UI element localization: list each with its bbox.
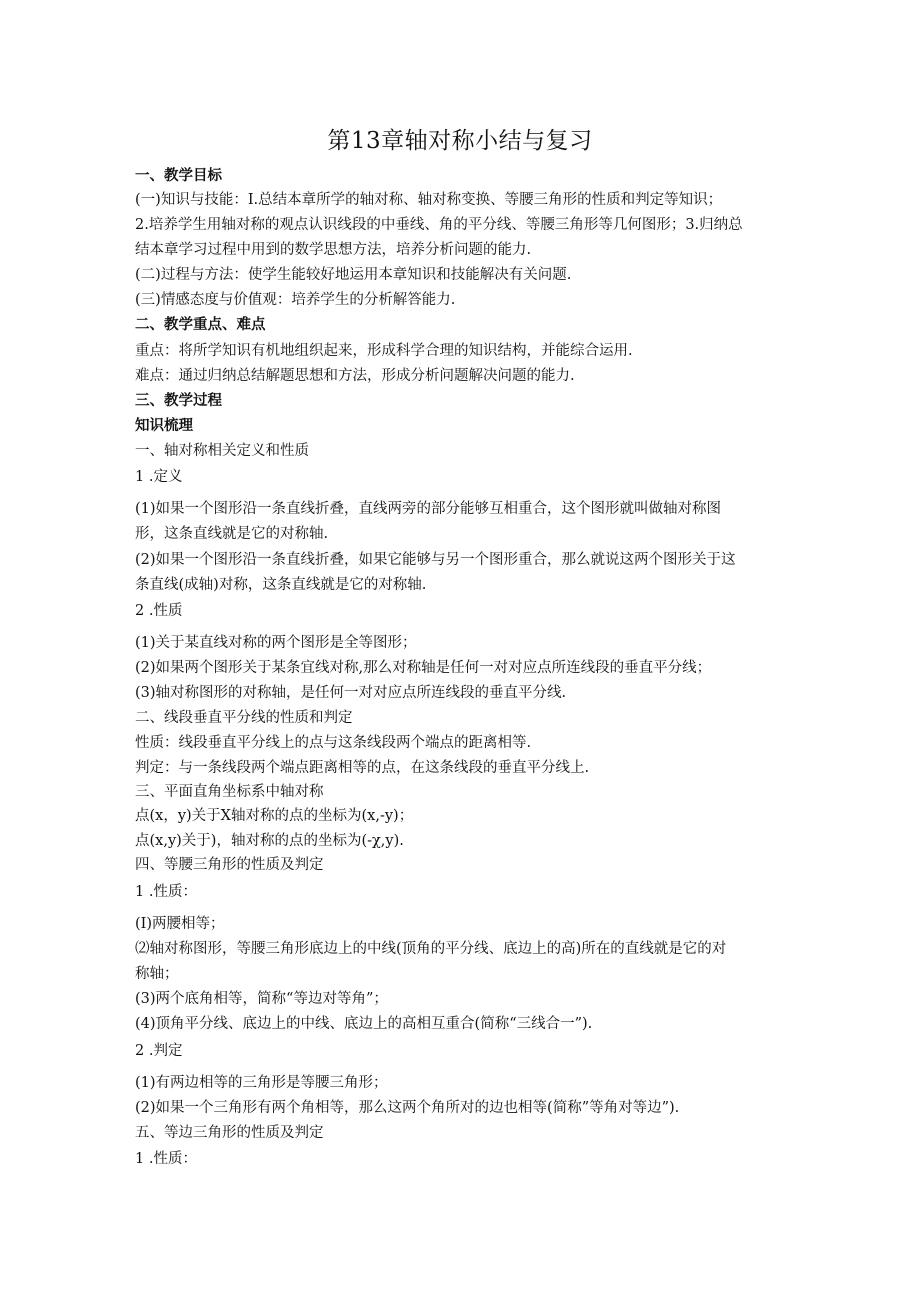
text-line: (二)过程与方法：使学生能较好地运用本章知识和技能解决有关问题.	[135, 267, 572, 283]
text-line: (3)两个底角相等，简称“等边对等角”；	[135, 991, 388, 1007]
section-heading: 一、教学目标	[135, 168, 222, 184]
text-line: 形，这条直线就是它的对称轴.	[135, 526, 329, 542]
text-line: 1 .性质：	[135, 884, 197, 900]
text-line: (三)情感态度与价值观：培养学生的分析解答能力.	[135, 292, 456, 308]
text-line: (1)有两边相等的三角形是等腰三角形；	[135, 1075, 388, 1091]
text-line: ⑵轴对称图形，等腰三角形底边上的中线(顶角的平分线、底边上的高)所在的直线就是它的对	[135, 941, 727, 957]
text-line: (2)如果一个图形沿一条直线折叠，如果它能够与另一个图形重合，那么就说这两个图形关于这	[135, 552, 736, 568]
text-line: (1)如果一个图形沿一条直线折叠，直线两旁的部分能够互相重合，这个图形就叫做轴对称图	[135, 501, 722, 517]
text-line: (1)关于某直线对称的两个图形是全等图形；	[135, 635, 417, 651]
page-title: 第13章轴对称小结与复习	[327, 128, 593, 154]
text-line: 难点：通过归纳总结解题思想和方法，形成分析问题解决问题的能力.	[135, 368, 575, 384]
text-line: 结本章学习过程中用到的数学思想方法，培养分析问题的能力.	[135, 242, 532, 258]
text-line: 二、线段垂直平分线的性质和判定	[135, 710, 353, 726]
text-line: (I)两腰相等；	[135, 916, 225, 932]
text-line: 点(x，y)关于X轴对称的点的坐标为(x,-y)；	[135, 808, 414, 824]
text-line: 五、等边三角形的性质及判定	[135, 1125, 324, 1141]
text-line: 1 .性质：	[135, 1151, 197, 1167]
subsection-heading: 知识梳理	[135, 418, 193, 434]
section-heading: 三、教学过程	[135, 393, 222, 409]
text-line: (2)如果一个三角形有两个角相等，那么这两个角所对的边也相等(简称”等角对等边”).	[135, 1100, 680, 1116]
text-line: 重点：将所学知识有机地组织起来，形成科学合理的知识结构，并能综合运用.	[135, 343, 633, 359]
text-line: 2.培养学生用轴对称的观点认识线段的中垂线、角的平分线、等腰三角形等几何图形；3.归纳总	[135, 217, 743, 233]
text-line: 三、平面直角坐标系中轴对称	[135, 784, 324, 800]
text-line: 判定：与一条线段两个端点距离相等的点，在这条线段的垂直平分线上.	[135, 760, 590, 776]
text-line: 点(x,y)关于)，轴对称的点的坐标为(-χ,y).	[135, 833, 404, 849]
text-line: (3)轴对称图形的对称轴，是任何一对对应点所连线段的垂直平分线.	[135, 685, 567, 701]
text-line: 1 .定义	[135, 469, 183, 485]
text-line: 条直线(成轴)对称，这条直线就是它的对称轴.	[135, 577, 427, 593]
text-line: (4)顶角平分线、底边上的中线、底边上的高相互重合(简称“三线合一”).	[135, 1016, 593, 1032]
text-line: 一、轴对称相关定义和性质	[135, 443, 309, 459]
section-heading: 二、教学重点、难点	[135, 317, 266, 333]
text-line: (一)知识与技能：I.总结本章所学的轴对称、轴对称变换、等腰三角形的性质和判定等知识；	[135, 192, 723, 208]
text-line: 2 .判定	[135, 1043, 183, 1059]
text-line: (2)如果两个图形关于某条宜线对称,那么对称轴是任何一对对应点所连线段的垂直平分线；	[135, 660, 712, 676]
text-line: 2 .性质	[135, 603, 183, 619]
text-line: 四、等腰三角形的性质及判定	[135, 857, 324, 873]
text-line: 称轴；	[135, 966, 179, 982]
text-line: 性质：线段垂直平分线上的点与这条线段两个端点的距离相等.	[135, 735, 532, 751]
